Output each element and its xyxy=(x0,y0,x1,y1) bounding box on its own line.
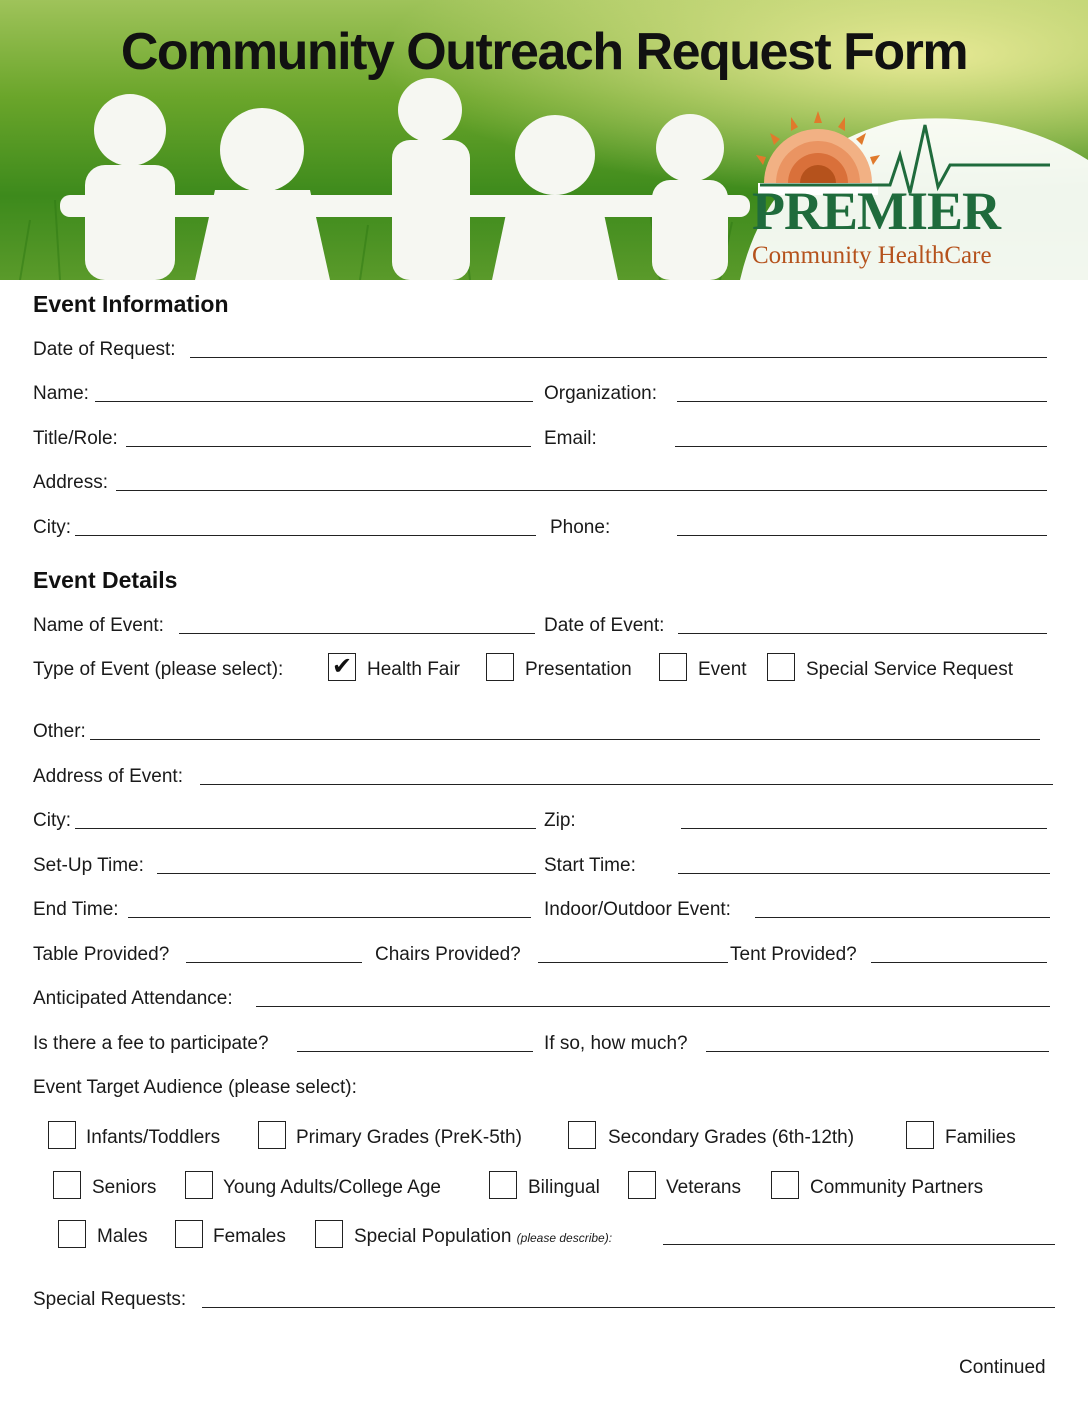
label-secondary-grades: Secondary Grades (6th-12th) xyxy=(608,1127,855,1148)
page-title: Community Outreach Request Form xyxy=(120,23,968,81)
checkbox-secondary-grades[interactable] xyxy=(568,1121,596,1149)
label-name-of-event: Name of Event: xyxy=(33,615,164,636)
field-end-time[interactable] xyxy=(128,917,531,918)
label-title-role: Title/Role: xyxy=(33,428,118,449)
checkbox-health-fair[interactable]: ✔ xyxy=(328,653,356,681)
logo-wordmark: PREMIER xyxy=(752,181,1000,241)
label-chairs-provided: Chairs Provided? xyxy=(375,944,521,965)
special-population-text: Special Population xyxy=(354,1226,512,1247)
label-address: Address: xyxy=(33,472,108,493)
label-community-partners: Community Partners xyxy=(810,1177,984,1198)
checkbox-special-service-request[interactable] xyxy=(767,653,795,681)
checkbox-infants-toddlers[interactable] xyxy=(48,1121,76,1149)
label-families: Families xyxy=(945,1127,1016,1148)
label-how-much: If so, how much? xyxy=(544,1033,688,1054)
field-name-of-event[interactable] xyxy=(179,633,535,634)
checkbox-young-adults[interactable] xyxy=(185,1171,213,1199)
field-organization[interactable] xyxy=(677,401,1047,402)
field-address[interactable] xyxy=(116,490,1047,491)
field-zip[interactable] xyxy=(681,828,1047,829)
label-indoor-outdoor: Indoor/Outdoor Event: xyxy=(544,899,731,920)
label-start-time: Start Time: xyxy=(544,855,636,876)
label-special-population xyxy=(354,1227,612,1246)
label-address-of-event: Address of Event: xyxy=(33,766,183,787)
label-target-audience: Event Target Audience (please select): xyxy=(33,1077,357,1098)
label-date-of-request: Date of Request: xyxy=(33,339,176,360)
field-anticipated-attendance[interactable] xyxy=(256,1006,1050,1007)
label-veterans: Veterans xyxy=(666,1177,741,1198)
label-females: Females xyxy=(213,1226,286,1247)
label-date-of-event: Date of Event: xyxy=(544,615,665,636)
checkbox-seniors[interactable] xyxy=(53,1171,81,1199)
checkbox-females[interactable] xyxy=(175,1220,203,1248)
label-primary-grades: Primary Grades (PreK-5th) xyxy=(296,1127,522,1148)
field-special-population[interactable] xyxy=(663,1244,1055,1245)
checkbox-primary-grades[interactable] xyxy=(258,1121,286,1149)
checkbox-special-population[interactable] xyxy=(315,1220,343,1248)
field-tent-provided[interactable] xyxy=(871,962,1047,963)
field-city[interactable] xyxy=(75,535,536,536)
checkbox-veterans[interactable] xyxy=(628,1171,656,1199)
field-event-city[interactable] xyxy=(75,828,536,829)
label-setup-time: Set-Up Time: xyxy=(33,855,144,876)
field-special-requests[interactable] xyxy=(202,1307,1055,1308)
label-organization: Organization: xyxy=(544,383,658,404)
label-zip: Zip: xyxy=(544,810,576,831)
checkbox-males[interactable] xyxy=(58,1220,86,1248)
checkbox-event[interactable] xyxy=(659,653,687,681)
field-name[interactable] xyxy=(95,401,533,402)
label-anticipated-attendance: Anticipated Attendance: xyxy=(33,988,233,1009)
field-how-much[interactable] xyxy=(706,1051,1049,1052)
section-event-information: Event Information xyxy=(33,291,229,317)
field-date-of-request[interactable] xyxy=(190,357,1047,358)
label-infants-toddlers: Infants/Toddlers xyxy=(86,1127,221,1148)
field-start-time[interactable] xyxy=(678,873,1050,874)
checkbox-presentation[interactable] xyxy=(486,653,514,681)
field-fee[interactable] xyxy=(297,1051,533,1052)
field-address-of-event[interactable] xyxy=(200,784,1053,785)
section-event-details: Event Details xyxy=(33,567,178,593)
label-event-city: City: xyxy=(33,810,71,831)
field-other[interactable] xyxy=(90,739,1040,740)
label-phone: Phone: xyxy=(550,517,611,538)
field-table-provided[interactable] xyxy=(186,962,362,963)
header-banner xyxy=(0,0,1088,280)
field-phone[interactable] xyxy=(677,535,1047,536)
label-end-time: End Time: xyxy=(33,899,119,920)
label-young-adults: Young Adults/College Age xyxy=(223,1177,441,1198)
field-setup-time[interactable] xyxy=(157,873,536,874)
field-indoor-outdoor[interactable] xyxy=(755,917,1050,918)
field-title-role[interactable] xyxy=(126,446,531,447)
label-presentation: Presentation xyxy=(525,659,632,680)
label-name: Name: xyxy=(33,383,89,404)
label-special-service-request: Special Service Request xyxy=(806,659,1013,680)
label-email: Email: xyxy=(544,428,597,449)
label-special-requests: Special Requests: xyxy=(33,1289,187,1310)
label-other: Other: xyxy=(33,721,86,742)
label-city: City: xyxy=(33,517,71,538)
label-type-of-event: Type of Event (please select): xyxy=(33,659,284,680)
label-males: Males xyxy=(97,1226,148,1247)
label-tent-provided: Tent Provided? xyxy=(730,944,857,965)
please-describe-note: (please describe): xyxy=(516,1231,613,1245)
checkbox-community-partners[interactable] xyxy=(771,1171,799,1199)
label-table-provided: Table Provided? xyxy=(33,944,170,965)
checkbox-bilingual[interactable] xyxy=(489,1171,517,1199)
field-date-of-event[interactable] xyxy=(678,633,1047,634)
label-fee: Is there a fee to participate? xyxy=(33,1033,269,1054)
logo-subtitle: Community HealthCare xyxy=(752,242,992,269)
label-seniors: Seniors xyxy=(92,1177,157,1198)
continued-note: Continued xyxy=(959,1357,1046,1378)
field-email[interactable] xyxy=(675,446,1047,447)
label-health-fair: Health Fair xyxy=(367,659,460,680)
checkbox-families[interactable] xyxy=(906,1121,934,1149)
label-bilingual: Bilingual xyxy=(528,1177,600,1198)
field-chairs-provided[interactable] xyxy=(538,962,728,963)
label-event: Event xyxy=(698,659,747,680)
